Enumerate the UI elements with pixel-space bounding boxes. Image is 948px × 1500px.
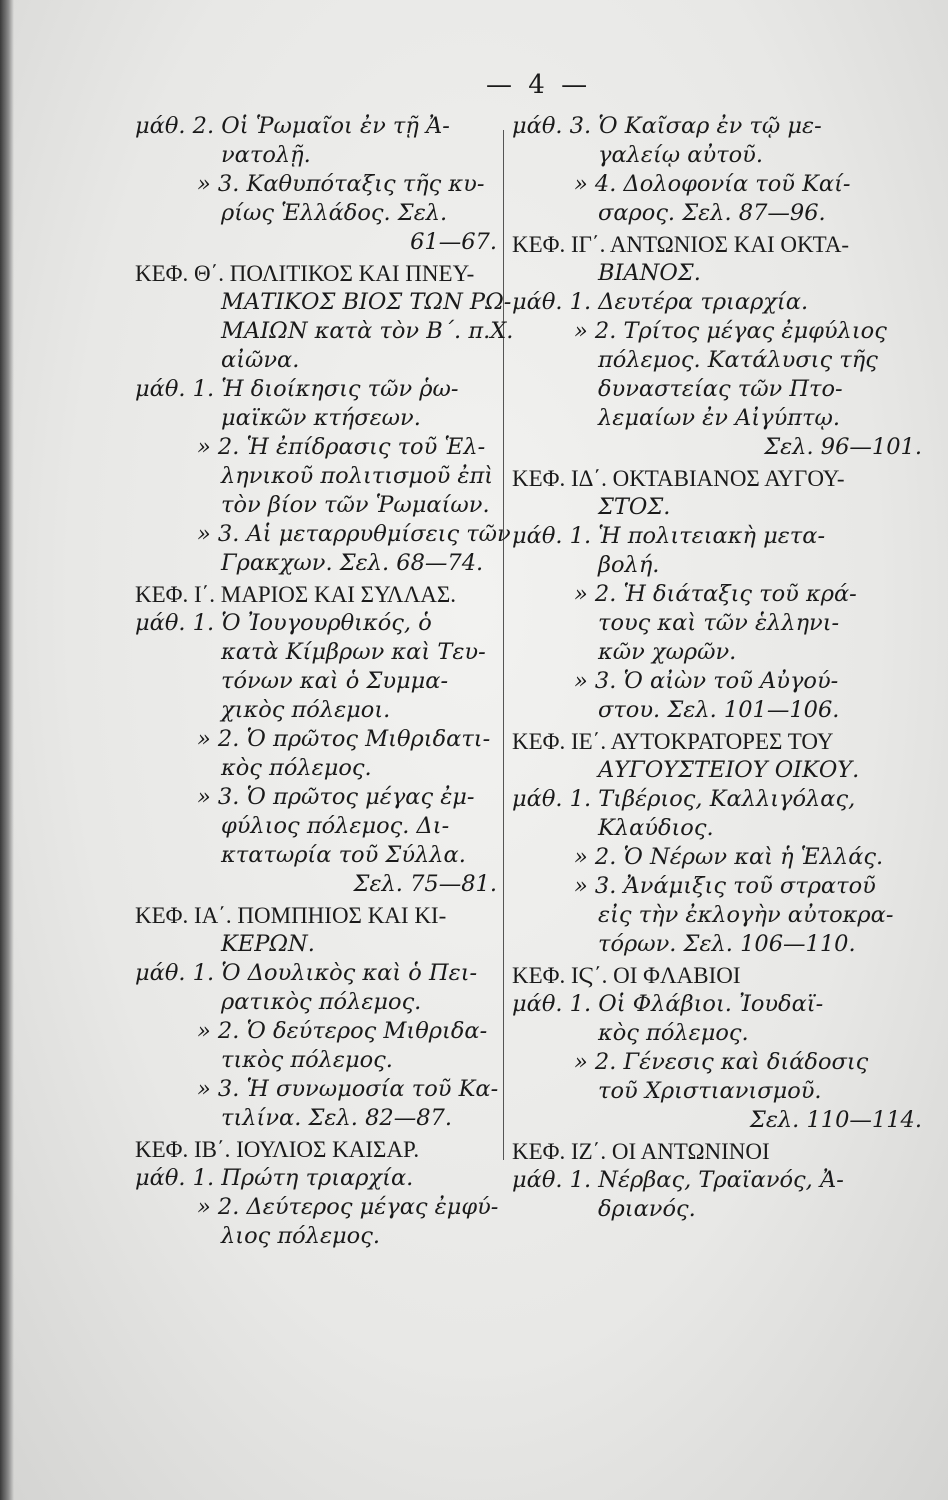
toc-entry xyxy=(135,259,514,375)
toc-line: » 2. Ἡ διάταξις τοῦ κρά- xyxy=(574,581,857,607)
toc-entry xyxy=(512,464,930,522)
toc-entry xyxy=(135,433,505,520)
toc-line: ΑΥΓΟΥΣΤΕΙΟΥ ΟΙΚΟΥ. xyxy=(598,757,860,783)
toc-line: μάθ. 1. Ἡ διοίκησις τῶν ῥω- xyxy=(135,376,459,402)
toc-entry xyxy=(512,961,930,990)
toc-entry xyxy=(512,990,930,1048)
toc-entry xyxy=(135,112,505,170)
toc-entry xyxy=(135,1164,505,1193)
toc-line: μαϊκῶν κτήσεων. xyxy=(221,405,421,431)
toc-entry xyxy=(135,1017,505,1075)
toc-line: μάθ. 1. Ὁ Δουλικὸς καὶ ὁ Πει- xyxy=(135,960,478,986)
toc-line: Σελ. 75—81. xyxy=(353,871,497,897)
toc-line: φύλιος πόλεμος. Δι- xyxy=(221,813,450,839)
toc-line: ΜΑΙΩΝ κατὰ τὸν Β΄. π.Χ. xyxy=(221,318,514,344)
toc-line: κὸς πόλεμος. xyxy=(221,755,372,781)
left-column xyxy=(135,112,514,1251)
toc-entry xyxy=(135,609,505,725)
toc-line: μάθ. 1. Τιβέριος, Καλλιγόλας, xyxy=(512,786,856,812)
toc-line: ΒΙΑΝΟΣ. xyxy=(598,260,701,286)
right-column xyxy=(512,112,930,1224)
toc-line: αἰῶνα. xyxy=(221,347,300,373)
page-number: — 4 — xyxy=(486,70,592,100)
toc-line: » 3. Καθυπόταξις τῆς κυ- xyxy=(197,171,485,197)
toc-line: τόνων καὶ ὁ Συμμα- xyxy=(221,668,449,694)
toc-line: εἰς τὴν ἐκλογὴν αὐτοκρα- xyxy=(598,902,894,928)
toc-line: λεμαίων ἐν Αἰγύπτῳ. xyxy=(598,405,840,431)
toc-line: κατὰ Κίμβρων καὶ Τευ- xyxy=(221,639,486,665)
toc-line: μάθ. 1. Ἡ πολιτειακὴ μετα- xyxy=(512,523,826,549)
toc-entry xyxy=(512,785,930,843)
toc-line: ρατικὸς πόλεμος. xyxy=(221,989,422,1015)
toc-entry xyxy=(512,1166,930,1224)
toc-entry xyxy=(512,1137,930,1166)
toc-entry xyxy=(135,959,505,1017)
toc-line: » 3. Ἡ συνωμοσία τοῦ Κα- xyxy=(197,1076,499,1102)
toc-line: ΚΕΦ. ΙΑ΄. ΠΟΜΠΗΙΟΣ ΚΑΙ ΚΙ- xyxy=(135,903,447,928)
toc-line: » 3. Ὁ αἰὼν τοῦ Αὐγού- xyxy=(574,668,839,694)
toc-entry xyxy=(512,1048,930,1135)
toc-line: ΚΕΡΩΝ. xyxy=(221,931,315,957)
toc-entry xyxy=(135,520,511,578)
toc-line: Σελ. 96—101. xyxy=(764,434,922,460)
toc-line: ΚΕΦ. ΙΕ΄. ΑΥΤΟΚΡΑΤΟΡΕΣ ΤΟΥ xyxy=(512,729,834,754)
toc-entry xyxy=(135,1075,505,1133)
toc-line: τους καὶ τῶν ἑλληνι- xyxy=(598,610,840,636)
toc-line: μάθ. 1. Πρώτη τριαρχία. xyxy=(135,1165,414,1191)
toc-line: » 2. Γένεσις καὶ διάδοσις xyxy=(574,1049,869,1075)
toc-line: πόλεμος. Κατάλυσις τῆς xyxy=(598,347,878,373)
toc-line: τόρων. Σελ. 106—110. xyxy=(598,931,856,957)
toc-line: ΣΤΟΣ. xyxy=(598,494,671,520)
toc-line: δυναστείας τῶν Πτο- xyxy=(598,376,843,402)
toc-line: Γρακχων. Σελ. 68—74. xyxy=(221,550,484,576)
toc-line: τὸν βίον τῶν Ῥωμαίων. xyxy=(221,492,490,518)
toc-entry xyxy=(512,522,930,580)
toc-entry xyxy=(135,725,505,783)
toc-line: μάθ. 1. Οἱ Φλάβιοι. Ἰουδαϊ- xyxy=(512,991,824,1017)
toc-line: τιλίνα. Σελ. 82—87. xyxy=(221,1105,452,1131)
toc-line: Σελ. 110—114. xyxy=(749,1107,922,1133)
toc-line: » 2. Ὁ πρῶτος Μιθριδατι- xyxy=(197,726,491,752)
toc-line: λιος πόλεμος. xyxy=(221,1223,380,1249)
toc-line: » 2. Τρίτος μέγας ἐμφύλιος xyxy=(574,318,887,344)
toc-line: τικὸς πόλεμος. xyxy=(221,1047,393,1073)
toc-entry xyxy=(135,580,505,609)
toc-line: τοῦ Χριστιανισμοῦ. xyxy=(598,1078,822,1104)
toc-line: ΚΕΦ. Θ΄. ΠΟΛΙΤΙΚΟΣ ΚΑΙ ΠΝΕΥ- xyxy=(135,261,475,286)
toc-entry xyxy=(135,375,505,433)
toc-entry xyxy=(135,901,505,959)
toc-line: χικὸς πόλεμοι. xyxy=(221,697,391,723)
toc-entry xyxy=(512,872,930,959)
toc-line: κῶν χωρῶν. xyxy=(598,639,737,665)
toc-line: μάθ. 3. Ὁ Καῖσαρ ἐν τῷ με- xyxy=(512,113,822,139)
toc-line: σαρος. Σελ. 87—96. xyxy=(598,200,826,226)
toc-line: » 3. Ὁ πρῶτος μέγας ἐμ- xyxy=(197,784,475,810)
toc-entry xyxy=(512,843,930,872)
toc-line: ΚΕΦ. ΙΖ΄. ΟΙ ΑΝΤΩΝΙΝΟΙ xyxy=(512,1139,770,1164)
toc-line: ΚΕΦ. ΙΒ΄. ΙΟΥΛΙΟΣ ΚΑΙΣΑΡ. xyxy=(135,1137,420,1162)
toc-entry xyxy=(512,112,930,170)
toc-entry xyxy=(512,580,930,667)
toc-entry xyxy=(512,170,930,228)
toc-entry xyxy=(135,783,505,899)
toc-entry xyxy=(512,230,930,288)
toc-line: μάθ. 2. Οἱ Ῥωμαῖοι ἐν τῇ Ἀ- xyxy=(135,113,450,139)
toc-line: » 2. Δεύτερος μέγας ἐμφύ- xyxy=(197,1194,499,1220)
toc-line: μάθ. 1. Ὁ Ἰουγουρθικός, ὁ xyxy=(135,610,432,636)
toc-line: μάθ. 1. Νέρβας, Τραϊανός, Ἀ- xyxy=(512,1167,844,1193)
toc-line: ΚΕΦ. Ι΄. ΜΑΡΙΟΣ ΚΑΙ ΣΥΛΛΑΣ. xyxy=(135,582,457,607)
toc-entry xyxy=(512,667,930,725)
toc-line: νατολῇ. xyxy=(221,142,311,168)
toc-line: » 2. Ὁ Νέρων καὶ ἡ Ἑλλάς. xyxy=(574,844,884,870)
toc-line: » 2. Ἡ ἐπίδρασις τοῦ Ἑλ- xyxy=(197,434,486,460)
toc-line: » 2. Ὁ δεύτερος Μιθριδα- xyxy=(197,1018,488,1044)
toc-line: » 3. Αἱ μεταρρυθμίσεις τῶν xyxy=(197,521,511,547)
toc-line: μάθ. 1. Δευτέρα τριαρχία. xyxy=(512,289,809,315)
toc-line: κτατωρία τοῦ Σύλλα. xyxy=(221,842,466,868)
toc-entry xyxy=(512,288,930,317)
toc-entry xyxy=(135,1135,505,1164)
toc-line: ληνικοῦ πολιτισμοῦ ἐπὶ xyxy=(221,463,494,489)
toc-line: ρίως Ἑλλάδος. Σελ. xyxy=(221,200,448,226)
toc-line: » 4. Δολοφονία τοῦ Καί- xyxy=(574,171,851,197)
page-shadow-edge xyxy=(0,0,14,1500)
toc-line: ΚΕΦ. ΙϚ΄. ΟΙ ΦΛΑΒΙΟΙ xyxy=(512,963,741,988)
toc-line: ΚΕΦ. ΙΓ΄. ΑΝΤΩΝΙΟΣ ΚΑΙ ΟΚΤΑ- xyxy=(512,232,850,257)
toc-line: στου. Σελ. 101—106. xyxy=(598,697,840,723)
toc-entry xyxy=(135,1193,505,1251)
toc-entry xyxy=(512,317,930,462)
toc-line: Κλαύδιος. xyxy=(598,815,714,841)
toc-entry xyxy=(512,727,930,785)
toc-line: ΜΑΤΙΚΟΣ ΒΙΟΣ ΤΩΝ ΡΩ- xyxy=(221,289,512,315)
toc-line: γαλείῳ αὐτοῦ. xyxy=(598,142,763,168)
toc-line: κὸς πόλεμος. xyxy=(598,1020,749,1046)
toc-entry xyxy=(135,170,505,257)
toc-line: » 3. Ἀνάμιξις τοῦ στρατοῦ xyxy=(574,873,876,899)
toc-line: 61—67. xyxy=(410,229,497,255)
toc-line: βολή. xyxy=(598,552,660,578)
toc-line: ΚΕΦ. ΙΔ΄. ΟΚΤΑΒΙΑΝΟΣ ΑΥΓΟΥ- xyxy=(512,466,845,491)
toc-line: δριανός. xyxy=(598,1196,696,1222)
